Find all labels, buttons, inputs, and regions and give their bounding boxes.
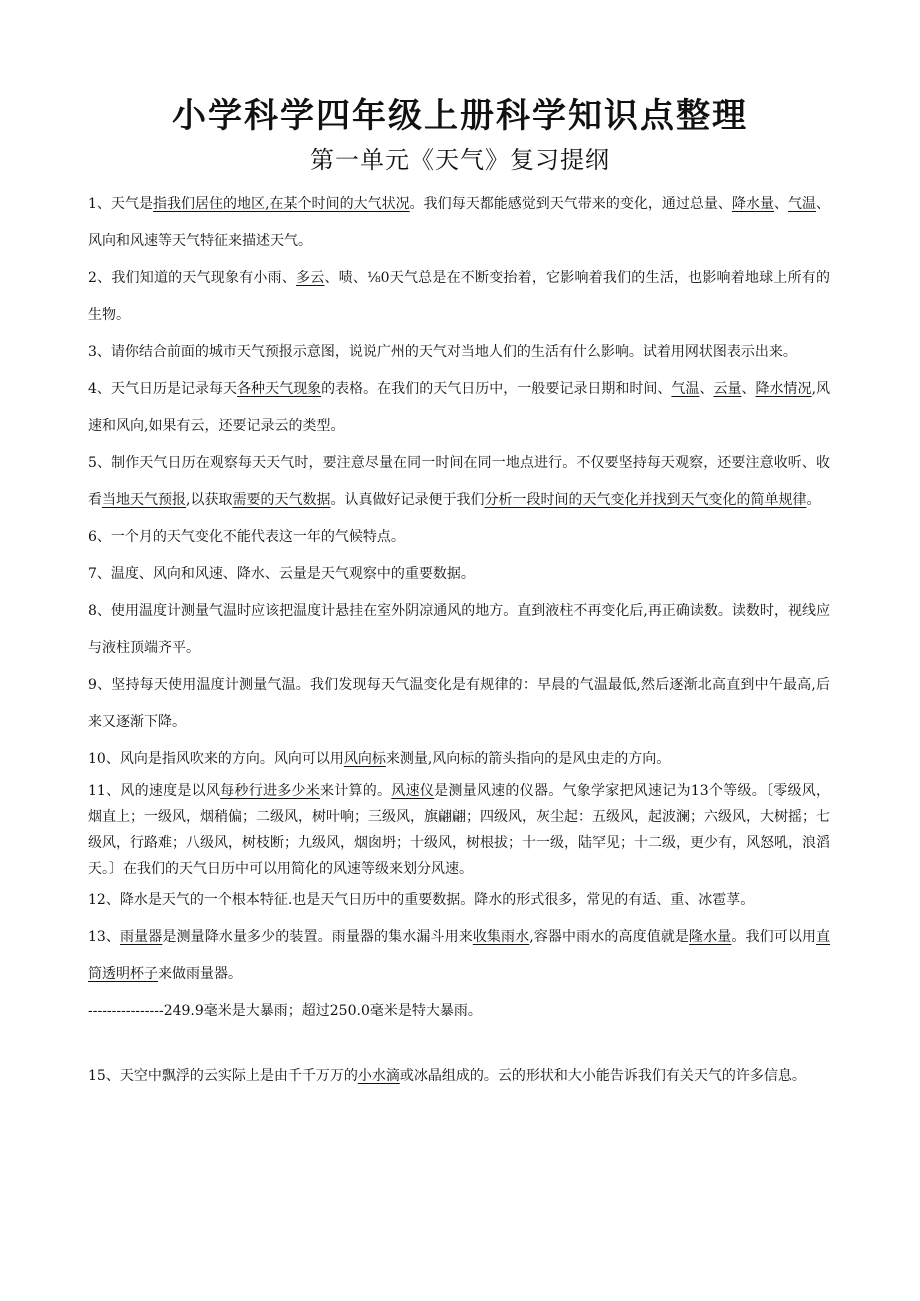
key-term: 需要的天气数据 xyxy=(232,492,331,508)
paragraph-spacer xyxy=(88,1030,830,1058)
outline-paragraph xyxy=(88,993,830,1030)
paragraph-text: 1、天气是 xyxy=(88,196,153,212)
paragraph-text: 12、降水是天气的一个根本特征.也是天气日历中的重要数据。降水的形式很多，常见的有适、重、冰雹莩。 xyxy=(88,892,755,908)
paragraph-text: 。认真做好记录便于我们 xyxy=(330,492,485,508)
key-term: 风速仪 xyxy=(391,783,435,799)
key-term: 降水量 xyxy=(731,196,774,212)
outline-paragraph xyxy=(88,741,830,778)
paragraph-text: 。我们每天都能感觉到天气带来的变化，通过总量、 xyxy=(409,196,732,212)
key-term: 各种天气现象 xyxy=(237,381,322,397)
key-term: 分析一段时间的天气变化并找到天气变化的简单规律 xyxy=(484,492,807,508)
outline-paragraph xyxy=(88,371,830,445)
key-term: 云量 xyxy=(713,381,742,397)
outline-paragraph xyxy=(88,593,830,667)
paragraph-text: 、啧、⅛0天气总是在不断变抬着，它影响着我们的生活，也影响着地球上所有的生物。 xyxy=(88,270,830,323)
paragraph-text: 、风向和风速等天气特征来描述天气。 xyxy=(88,196,831,249)
paragraph-text: 7、温度、风向和风速、降水、云量是天气观察中的重要数据。 xyxy=(88,566,475,582)
key-term: 指我们居住的地区,在某个时间的大气状况 xyxy=(152,196,410,212)
key-term: 当地天气预报 xyxy=(102,492,186,508)
outline-paragraph xyxy=(88,186,830,260)
outline-paragraph xyxy=(88,445,830,519)
outline-content xyxy=(88,186,830,1095)
unit-subtitle: 第一单元《天气》复习提纲 xyxy=(310,146,610,174)
key-term: 收集雨水 xyxy=(472,929,530,945)
paragraph-text: 8、使用温度计测量气温时应该把温度计悬挂在室外阴凉通风的地方。直到液柱不再变化后,再正确读数。读数时，视线应与液柱顶端齐平。 xyxy=(88,603,830,656)
key-term: 直筒透明杯子 xyxy=(88,929,831,982)
key-term: 气温 xyxy=(671,381,700,397)
outline-paragraph xyxy=(88,667,830,741)
paragraph-text: 来做雨量器。 xyxy=(158,966,242,982)
paragraph-text: 、 xyxy=(699,381,714,397)
key-term: 隆水量 xyxy=(689,929,732,945)
paragraph-text: ,容器中雨水的高度值就是 xyxy=(529,929,690,945)
key-term: 每秒行进多少米 xyxy=(220,783,321,799)
key-term: 降水情况 xyxy=(755,381,812,397)
outline-paragraph xyxy=(88,882,830,919)
paragraph-text: 4、天气日历是记录每天 xyxy=(88,381,238,397)
paragraph-text: 11、风的速度是以风 xyxy=(88,783,221,799)
paragraph-text: 5、制作天气日历在观察每天天气时，要注意尽量在同一时间在同一地点进行。不仅要坚持每天观察，还要注意收听、收看 xyxy=(88,455,830,508)
paragraph-text: ----------------249.9毫米是大暴雨；超过250.0毫米是特大暴雨。 xyxy=(88,1003,482,1019)
key-term: 气温 xyxy=(788,196,817,212)
paragraph-text: 10、风向是指风吹来的方向。风向可以用 xyxy=(88,751,344,767)
paragraph-text: 2、我们知道的天气现象有小雨、 xyxy=(88,270,297,286)
outline-paragraph xyxy=(88,519,830,556)
outline-paragraph xyxy=(88,778,830,882)
outline-paragraph xyxy=(88,334,830,371)
paragraph-text: ,风速和风向,如果有云，还要记录云的类型。 xyxy=(88,381,831,434)
outline-paragraph xyxy=(88,919,830,993)
paragraph-text: 或冰晶组成的。云的形状和大小能告诉我们有关天气的许多信息。 xyxy=(399,1068,806,1084)
key-term: 风向标 xyxy=(343,751,386,767)
key-term: 雨量器 xyxy=(120,929,163,945)
paragraph-text: 。 xyxy=(806,492,821,508)
outline-paragraph xyxy=(88,1058,830,1095)
paragraph-text: 3、请你结合前面的城市天气预报示意图，说说广州的天气对当地人们的生活有什么影响。试着用网状图表示出来。 xyxy=(88,344,797,360)
paragraph-text: 15、天空中飘浮的云实际上是由千千万万的 xyxy=(88,1068,358,1084)
paragraph-text: 、 xyxy=(773,196,788,212)
outline-paragraph xyxy=(88,260,830,334)
key-term: 多云 xyxy=(296,270,325,286)
paragraph-text: 9、坚持每天使用温度计测量气温。我们发现每天气温变化是有规律的：早晨的气温最低,然后逐渐北高直到中午最高,后来又逐渐下降。 xyxy=(88,677,830,730)
paragraph-text: 是测量风速的仪器。气象学家把风速记为13个等级。〔零级风，烟直上；一级风，烟稍偏；二级风，树叶响；三级风，旗翩翩；四级风，灰尘起：五级风，起波澜；六级风，大树摇；七级风，行路难；八级风，树枝断；九级风，烟囱坍；十级风，树根拔；十一级，陆罕见；十二级，更少有，风怒吼，浪滔天。〕在我们的天气日历中可以用简化的风速等级来划分风速。 xyxy=(88,783,831,877)
paragraph-text: ,以获取 xyxy=(186,492,233,508)
key-term: 小水滴 xyxy=(357,1068,400,1084)
outline-paragraph xyxy=(88,556,830,593)
paragraph-text: 13、 xyxy=(88,929,121,945)
document-title: 小学科学四年级上册科学知识点整理 xyxy=(172,96,748,136)
paragraph-text: 的表格。在我们的天气日历中，一般要记录日期和时间、 xyxy=(321,381,672,397)
paragraph-text: 。我们可以用 xyxy=(731,929,817,945)
paragraph-text: 6、一个月的天气变化不能代表这一年的气候特点。 xyxy=(88,529,405,545)
paragraph-text: 来计算的。 xyxy=(320,783,392,799)
paragraph-text: 是测量降水量多少的装置。雨量器的集水漏斗用来 xyxy=(162,929,473,945)
paragraph-text: 来测量,风向标的箭头指向的是风虫走的方向。 xyxy=(385,751,671,767)
paragraph-text: 、 xyxy=(741,381,756,397)
